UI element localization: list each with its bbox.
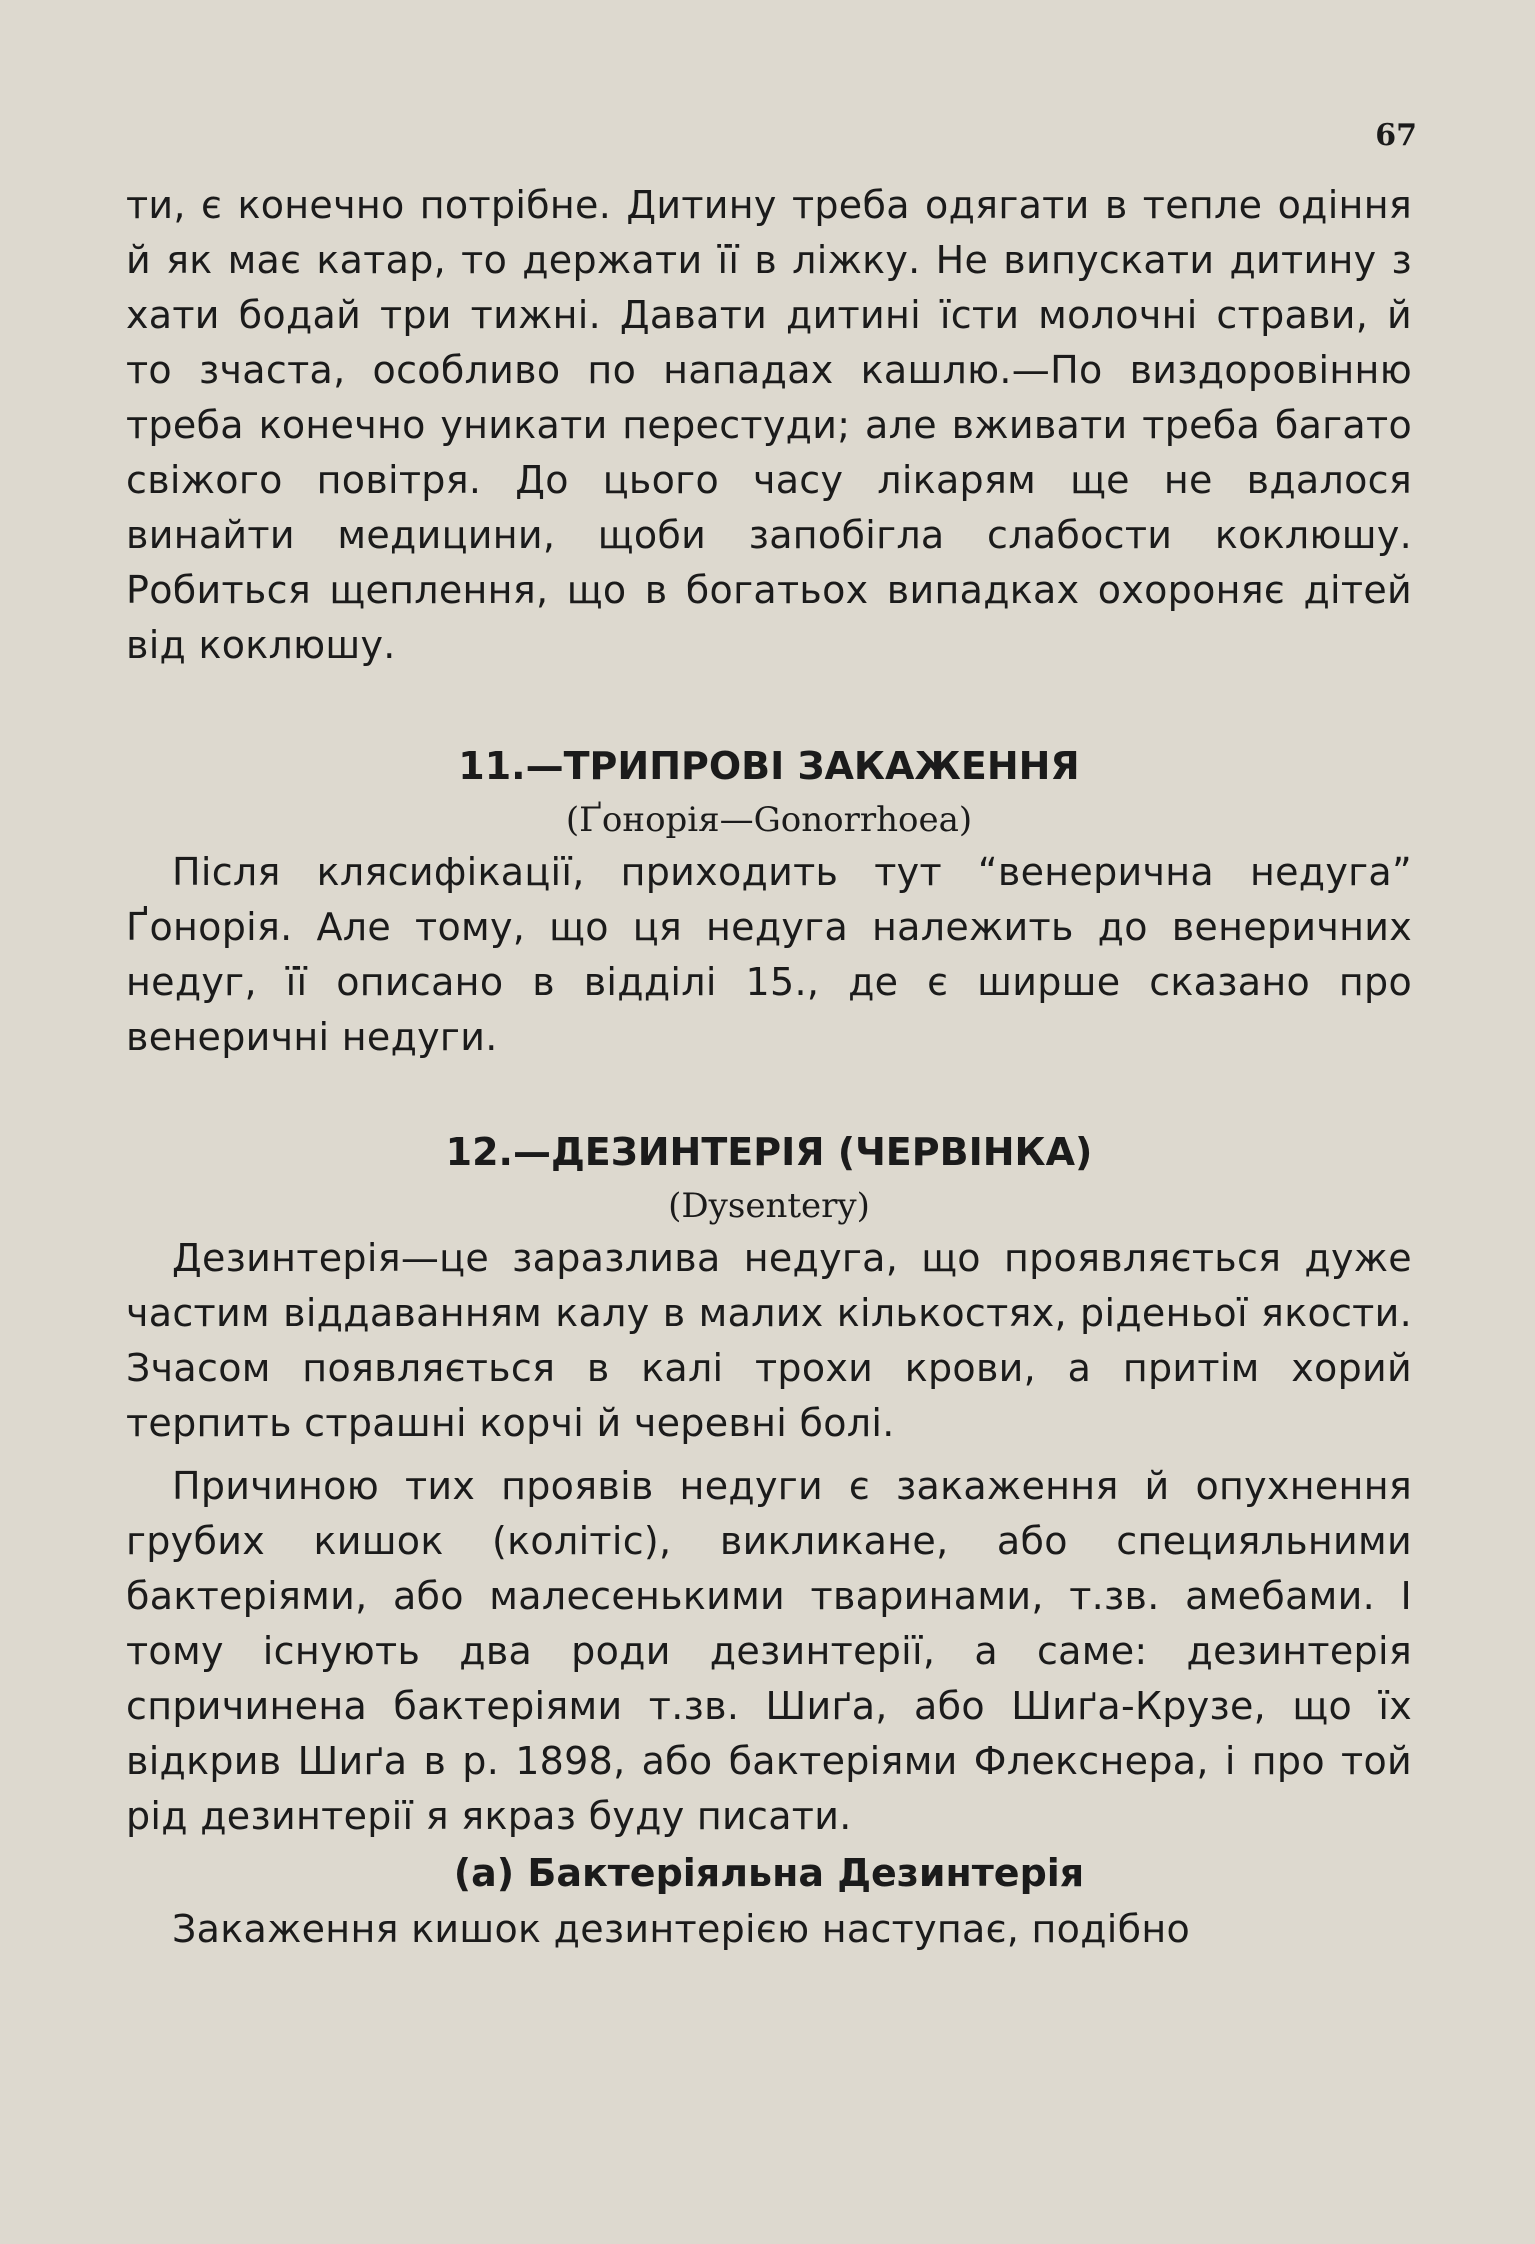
subsection-title-bacterial-dysentery: (а) Бактеріяльна Дезинтерія xyxy=(453,1851,1085,1895)
page-number: 67 xyxy=(1375,118,1417,153)
section-title-dysentery: 12.—ДЕЗИНТЕРІЯ (ЧЕРВІНКА) xyxy=(445,1130,1093,1174)
section-title-gonorrhoea: 11.—ТРИПРОВІ ЗАКАЖЕННЯ xyxy=(458,744,1080,788)
gonorrhoea-paragraph: Після клясифікації, приходить тут “венерична недуга” Ґонорія. Але тому, що ця недуга належить до венеричних недуг, її описано в відділі 15., де є ширше сказано про венеричні недуги. xyxy=(126,850,1412,1059)
bacterial-dysentery-paragraph: Закаження кишок дезинтерією наступає, подібно xyxy=(172,1907,1191,1951)
intro-paragraph: ти, є конечно потрібне. Дитину треба одягати в тепле одіння й як має катар, то держати її в ліжку. Не випускати дитину з хати бодай три тижні. Давати дитині їсти молочні страви, й то зчаста, особливо по нападах кашлю.—По виздоровінню треба конечно уникати перестуди; але вживати треба багато свіжого повітря. До цього часу лікарям ще не вдалося винайти медицини, щоби запобігла слабости коклюшу. Робиться щеплення, що в богатьох випадках охороняє дітей від коклюшу. xyxy=(126,183,1412,667)
dysentery-paragraph-2: Причиною тих проявів недуги є закаження й опухнення грубих кишок (колітіс), викликане, або специяльними бактеріями, або малесенькими тваринами, т.зв. амебами. І тому існують два роди дезинтерії, а саме: дезинтерія спричинена бактеріями т.зв. Шиґа, або Шиґа-Крузе, що їх відкрив Шиґа в р. 1898, або бактеріями Флекснера, і про той рід дезинтерії я якраз буду писати. xyxy=(126,1464,1412,1838)
dysentery-paragraph-1: Дезинтерія—це заразлива недуга, що проявляється дуже частим віддаванням калу в малих кількостях, рідeньої якости. Зчасом появляється в калі трохи крови, а притім хорий терпить страшні корчі й черевні болі. xyxy=(126,1236,1412,1445)
section-latin-name-dysentery: (Dysentery) xyxy=(668,1186,870,1226)
section-latin-name-gonorrhoea: (Ґонорія—Gonorrhoea) xyxy=(565,800,973,840)
text-column xyxy=(126,178,1412,1957)
